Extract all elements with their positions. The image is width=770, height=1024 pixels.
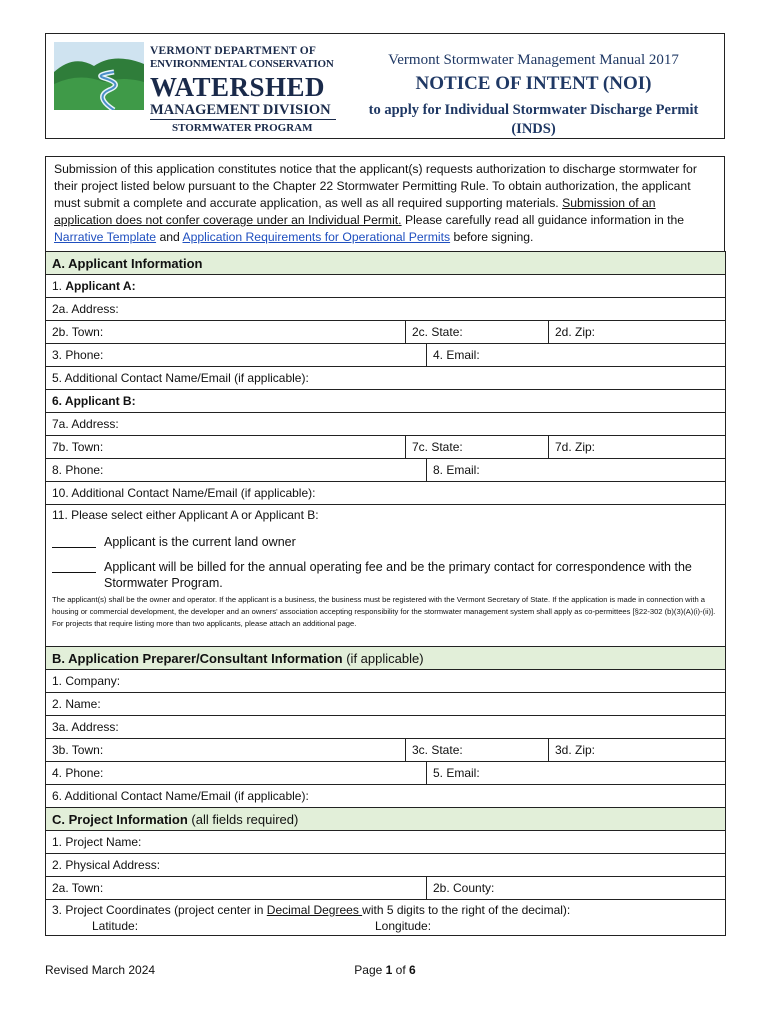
applicant-b-address-field[interactable]: 7a. Address: (46, 413, 726, 436)
project-address-field[interactable]: 2. Physical Address: (46, 854, 726, 877)
preparer-email-field[interactable]: 5. Email: (427, 762, 726, 785)
applicant-a-address-field[interactable]: 2a. Address: (46, 298, 726, 321)
applicant-fine-print: The applicant(s) shall be the owner and operator. If the applicant is a business, the business must be registered with the Vermont Secretary of State. If the application is made in connection with a housing or commercial development, the developer and an owners' association accepting responsibility for the stormwater management system shall apply as co-permittees [§22-302 (b)(3)(A)(i)-(ii)]. For projects that require listing more than two applicants, please attach an additional page. (52, 595, 716, 628)
applicant-a-zip-field[interactable]: 2d. Zip: (549, 321, 726, 344)
applicant-a-state-field[interactable]: 2c. State: (406, 321, 549, 344)
document-title: NOTICE OF INTENT (NOI) (415, 73, 652, 94)
applicant-b-state-field[interactable]: 7c. State: (406, 436, 549, 459)
section-c-header: C. Project Information (all fields required) (46, 808, 726, 831)
intro-text-1: Submission of this application constitutes notice that the applicant(s) requests authorization to discharge stormwater for their project listed below pursuant to the Chapter 22 Stormwater Permitting Rule. To obtain authorization, the applicant must submit a complete and accurate application, as well as all required supporting materials. (54, 162, 697, 210)
preparer-contact-field[interactable]: 6. Additional Contact Name/Email (if applicable): (46, 785, 726, 808)
option-billed-contact (52, 559, 719, 591)
application-requirements-link[interactable]: Application Requirements for Operational Permits (182, 230, 451, 244)
intro-text-3: before signing. (450, 230, 534, 244)
land-owner-label: Applicant is the current land owner (104, 535, 296, 549)
project-county-field[interactable]: 2b. County: (427, 877, 726, 900)
applicant-a-email-field[interactable]: 4. Email: (427, 344, 726, 367)
logo-text-line4: MANAGEMENT DIVISION (150, 102, 331, 118)
agency-logo (54, 42, 344, 134)
project-town-field[interactable]: 2a. Town: (46, 877, 427, 900)
option-land-owner (52, 534, 719, 550)
applicant-b-email-field[interactable]: 8. Email: (427, 459, 726, 482)
applicant-selection-question: 11. Please select either Applicant A or Applicant B: (52, 508, 319, 522)
preparer-address-field[interactable]: 3a. Address: (46, 716, 726, 739)
section-a-header: A. Applicant Information (46, 252, 726, 275)
applicant-a-phone-field[interactable]: 3. Phone: (46, 344, 427, 367)
page-number: Page 1 of 6 (354, 963, 416, 977)
logo-text-line5: STORMWATER PROGRAM (172, 122, 313, 134)
land-owner-blank[interactable] (52, 534, 96, 548)
document-subtitle: to apply for Individual Stormwater Discharge Permit (INDS) (368, 102, 699, 137)
preparer-state-field[interactable]: 3c. State: (406, 739, 549, 762)
document-title-block (346, 44, 721, 139)
applicant-selection-cell (46, 505, 726, 647)
billed-contact-blank[interactable] (52, 559, 96, 573)
intro-text-2: Please carefully read all guidance information in the (401, 213, 685, 227)
logo-divider (150, 119, 336, 120)
applicant-b-field[interactable]: 6. Applicant B: (46, 390, 726, 413)
applicant-b-town-field[interactable]: 7b. Town: (46, 436, 406, 459)
preparer-company-field[interactable]: 1. Company: (46, 670, 726, 693)
applicant-b-zip-field[interactable]: 7d. Zip: (549, 436, 726, 459)
preparer-zip-field[interactable]: 3d. Zip: (549, 739, 726, 762)
application-form (45, 251, 726, 936)
logo-text-line1: VERMONT DEPARTMENT OF (150, 45, 317, 57)
applicant-a-town-field[interactable]: 2b. Town: (46, 321, 406, 344)
billed-contact-label: Applicant will be billed for the annual operating fee and be the primary contact for correspondence with the Stormwater Program. (104, 560, 692, 590)
document-header (45, 33, 725, 139)
applicant-b-contact-field[interactable]: 10. Additional Contact Name/Email (if applicable): (46, 482, 726, 505)
preparer-town-field[interactable]: 3b. Town: (46, 739, 406, 762)
intro-underlined-text: Submission of an application does not confer coverage under an Individual Permit. (54, 196, 656, 227)
applicant-b-phone-field[interactable]: 8. Phone: (46, 459, 427, 482)
logo-text-line2: ENVIRONMENTAL CONSERVATION (150, 58, 334, 70)
longitude-label: Longitude: (375, 919, 432, 933)
latitude-label: Latitude: (92, 919, 139, 933)
manual-name: Vermont Stormwater Management Manual 2017 (388, 52, 679, 68)
preparer-phone-field[interactable]: 4. Phone: (46, 762, 427, 785)
project-coordinates-field[interactable] (46, 900, 726, 936)
intro-paragraph (45, 156, 725, 251)
project-name-field[interactable]: 1. Project Name: (46, 831, 726, 854)
coordinates-row (52, 918, 719, 934)
revision-date: Revised March 2024 (45, 963, 156, 977)
applicant-a-contact-field[interactable]: 5. Additional Contact Name/Email (if applicable): (46, 367, 726, 390)
preparer-name-field[interactable]: 2. Name: (46, 693, 726, 716)
watershed-landscape-icon (54, 42, 144, 110)
narrative-template-link[interactable]: Narrative Template (54, 230, 157, 244)
logo-text-line3: WATERSHED (150, 72, 326, 102)
section-b-header: B. Application Preparer/Consultant Information (if applicable) (46, 647, 726, 670)
coordinates-label: 3. Project Coordinates (project center in Decimal Degrees with 5 digits to the right of the decimal): (52, 903, 571, 917)
applicant-a-field[interactable]: 1. Applicant A: (46, 275, 726, 298)
intro-and: and (156, 230, 183, 244)
